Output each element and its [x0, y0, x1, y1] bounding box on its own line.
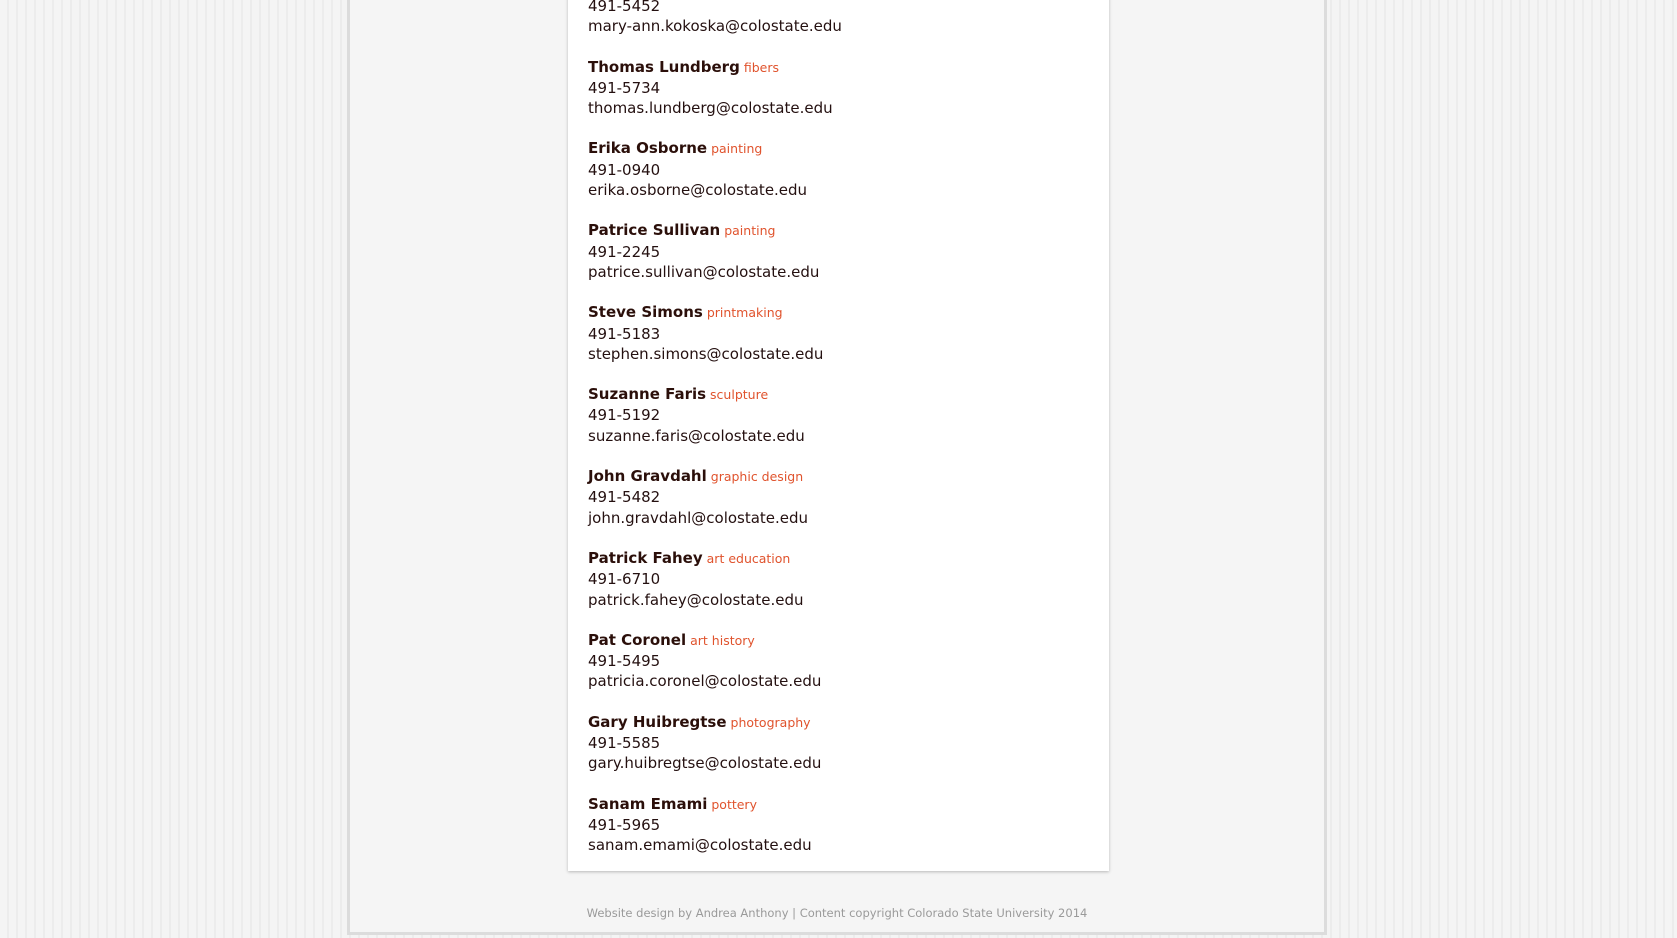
contact-department: painting: [711, 141, 763, 157]
contact-department: sculpture: [710, 387, 769, 403]
contact-item: [588, 220, 842, 282]
contact-email[interactable]: suzanne.faris@colostate.edu: [588, 426, 805, 445]
contact-department: photography: [730, 714, 811, 730]
contact-email[interactable]: patricia.coronel@colostate.edu: [588, 672, 822, 691]
contact-email[interactable]: thomas.lundberg@colostate.edu: [588, 99, 833, 118]
contact-name: John Gravdahl: [588, 467, 707, 486]
contact-name: Thomas Lundberg: [588, 57, 740, 76]
contact-phone: 491-6710: [588, 570, 661, 589]
contact-phone: 491-5965: [588, 815, 661, 834]
contact-department: painting: [724, 223, 776, 239]
contact-name: Steve Simons: [588, 303, 703, 322]
contact-department: fibers: [743, 59, 779, 75]
contact-item: [588, 712, 842, 774]
contact-phone: 491-5192: [588, 406, 661, 425]
contact-name: Patrick Fahey: [588, 548, 703, 567]
footer-credit: Website design by Andrea Anthony | Content copyright Colorado State University 2014: [586, 906, 1088, 920]
contact-name: Patrice Sullivan: [588, 221, 721, 240]
contact-phone: 491-5482: [588, 488, 661, 507]
contact-partial: [588, 0, 842, 37]
contact-department: art history: [690, 632, 755, 648]
contact-name: Suzanne Faris: [588, 385, 707, 404]
contact-department: art education: [706, 550, 791, 566]
contact-list: [588, 0, 842, 876]
contact-phone: 491-0940: [588, 160, 661, 179]
contact-department: graphic design: [710, 469, 804, 485]
contact-department: pottery: [711, 796, 757, 812]
contact-phone: 491-5452: [588, 0, 661, 15]
contact-item: [588, 466, 842, 528]
contact-item: [588, 794, 842, 856]
contact-email[interactable]: mary-ann.kokoska@colostate.edu: [588, 17, 842, 36]
contact-email[interactable]: patrick.fahey@colostate.edu: [588, 590, 804, 609]
contact-email[interactable]: gary.huibregtse@colostate.edu: [588, 754, 822, 773]
contact-phone: 491-5734: [588, 78, 661, 97]
contact-email[interactable]: john.gravdahl@colostate.edu: [588, 508, 809, 527]
contact-name: Gary Huibregtse: [588, 712, 727, 731]
contact-name: Pat Coronel: [588, 630, 687, 649]
content-card: [568, 0, 1109, 871]
contact-phone: 491-5183: [588, 324, 661, 343]
contact-name: Sanam Emami: [588, 794, 708, 813]
contact-department: printmaking: [706, 305, 783, 321]
contact-item: [588, 302, 842, 364]
contact-item: [588, 384, 842, 446]
contact-item: [588, 630, 842, 692]
contact-phone: 491-2245: [588, 242, 661, 261]
contact-item: [588, 548, 842, 610]
contact-item: [588, 138, 842, 200]
contact-email[interactable]: patrice.sullivan@colostate.edu: [588, 262, 820, 281]
contact-email[interactable]: erika.osborne@colostate.edu: [588, 181, 808, 200]
contact-item: [588, 57, 842, 119]
contact-name: Erika Osborne: [588, 139, 708, 158]
contact-phone: 491-5495: [588, 652, 661, 671]
contact-email[interactable]: stephen.simons@colostate.edu: [588, 344, 824, 363]
contact-email[interactable]: sanam.emami@colostate.edu: [588, 836, 812, 855]
contact-phone: 491-5585: [588, 734, 661, 753]
